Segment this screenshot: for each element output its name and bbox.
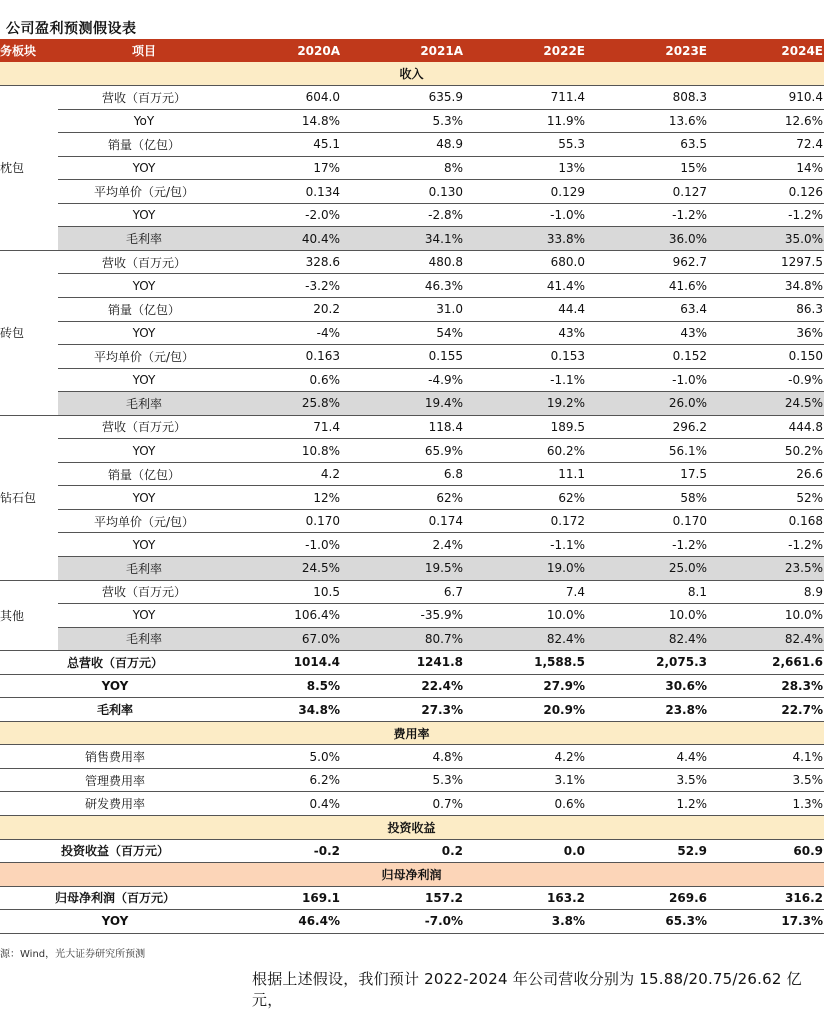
value-cell: 11.1 (464, 462, 586, 486)
table-row (0, 651, 824, 675)
row-label: YOY (0, 674, 231, 698)
value-cell: 680.0 (464, 250, 586, 274)
row-label: 毛利率 (58, 392, 231, 416)
value-cell: 106.4% (231, 604, 341, 628)
value-cell: 22.7% (708, 698, 824, 722)
row-label: 毛利率 (58, 227, 231, 251)
value-cell: 10.8% (231, 439, 341, 463)
row-label: 毛利率 (58, 627, 231, 651)
table-row (0, 556, 824, 580)
value-cell: 4.4% (586, 745, 708, 769)
segment-name: 砖包 (0, 250, 58, 415)
value-cell: 0.7% (341, 792, 464, 816)
value-cell: -3.2% (231, 274, 341, 298)
value-cell: 62% (341, 486, 464, 510)
value-cell: 0.150 (708, 345, 824, 369)
header-segment: 务板块 (0, 39, 58, 62)
value-cell: -0.2 (231, 839, 341, 863)
value-cell: 1.3% (708, 792, 824, 816)
value-cell: 20.9% (464, 698, 586, 722)
value-cell: 54% (341, 321, 464, 345)
value-cell: 43% (464, 321, 586, 345)
value-cell: 56.1% (586, 439, 708, 463)
table-row (0, 250, 824, 274)
section-row-net-profit (0, 863, 824, 887)
value-cell: 1297.5 (708, 250, 824, 274)
value-cell: -1.2% (586, 533, 708, 557)
row-label: 毛利率 (58, 556, 231, 580)
row-label: 营收（百万元） (58, 580, 231, 604)
value-cell: 2,661.6 (708, 651, 824, 675)
value-cell: 480.8 (341, 250, 464, 274)
value-cell: 12.6% (708, 109, 824, 133)
value-cell: 0.170 (586, 509, 708, 533)
value-cell: 711.4 (464, 86, 586, 110)
value-cell: 44.4 (464, 297, 586, 321)
table-row (0, 415, 824, 439)
value-cell: 26.6 (708, 462, 824, 486)
value-cell: 71.4 (231, 415, 341, 439)
value-cell: 17.5 (586, 462, 708, 486)
value-cell: 35.0% (708, 227, 824, 251)
table-row (0, 156, 824, 180)
value-cell: 20.2 (231, 297, 341, 321)
row-label: 投资收益（百万元） (0, 839, 231, 863)
value-cell: 6.7 (341, 580, 464, 604)
value-cell: 0.153 (464, 345, 586, 369)
value-cell: 60.2% (464, 439, 586, 463)
table-row (0, 674, 824, 698)
table-row (0, 486, 824, 510)
table-row (0, 203, 824, 227)
table-header-row (0, 39, 824, 62)
value-cell: 19.5% (341, 556, 464, 580)
value-cell: 19.0% (464, 556, 586, 580)
value-cell: 328.6 (231, 250, 341, 274)
value-cell: 0.134 (231, 180, 341, 204)
row-label: YOY (58, 368, 231, 392)
row-label: 毛利率 (0, 698, 231, 722)
value-cell: 65.3% (586, 910, 708, 934)
value-cell: 169.1 (231, 886, 341, 910)
value-cell: 4.1% (708, 745, 824, 769)
row-label: YOY (58, 533, 231, 557)
value-cell: 0.174 (341, 509, 464, 533)
table-row (0, 533, 824, 557)
row-label: YOY (58, 321, 231, 345)
table-row (0, 227, 824, 251)
segment-name: 其他 (0, 580, 58, 651)
value-cell: 635.9 (341, 86, 464, 110)
value-cell: -1.2% (708, 203, 824, 227)
value-cell: 15% (586, 156, 708, 180)
row-label: 平均单价（元/包） (58, 345, 231, 369)
value-cell: 5.3% (341, 109, 464, 133)
value-cell: 63.4 (586, 297, 708, 321)
row-label: 销量（亿包） (58, 297, 231, 321)
segment-name: 枕包 (0, 86, 58, 251)
value-cell: 316.2 (708, 886, 824, 910)
value-cell: -2.0% (231, 203, 341, 227)
table-row (0, 345, 824, 369)
value-cell: 8.5% (231, 674, 341, 698)
value-cell: 0.2 (341, 839, 464, 863)
value-cell: 33.8% (464, 227, 586, 251)
value-cell: 12% (231, 486, 341, 510)
row-label: 营收（百万元） (58, 415, 231, 439)
value-cell: 65.9% (341, 439, 464, 463)
value-cell: 2,075.3 (586, 651, 708, 675)
value-cell: 269.6 (586, 886, 708, 910)
value-cell: 118.4 (341, 415, 464, 439)
table-row (0, 109, 824, 133)
value-cell: 157.2 (341, 886, 464, 910)
value-cell: 1241.8 (341, 651, 464, 675)
value-cell: 0.152 (586, 345, 708, 369)
value-cell: 48.9 (341, 133, 464, 157)
value-cell: 55.3 (464, 133, 586, 157)
value-cell: 34.8% (231, 698, 341, 722)
header-item: 项目 (58, 39, 231, 62)
header-year: 2020A (231, 39, 341, 62)
header-year: 2021A (341, 39, 464, 62)
value-cell: 4.8% (341, 745, 464, 769)
body-paragraph: 根据上述假设，我们预计 2022-2024 年公司营收分别为 15.88/20.75/26.62 亿元， (252, 970, 802, 1009)
value-cell: 0.172 (464, 509, 586, 533)
value-cell: 25.8% (231, 392, 341, 416)
header-year: 2023E (586, 39, 708, 62)
value-cell: 4.2 (231, 462, 341, 486)
value-cell: 30.6% (586, 674, 708, 698)
table-row (0, 698, 824, 722)
section-heading: 归母净利润 (0, 863, 824, 887)
value-cell: -2.8% (341, 203, 464, 227)
value-cell: 62% (464, 486, 586, 510)
row-label: YOY (58, 274, 231, 298)
table-title: 公司盈利预测假设表 (6, 21, 137, 37)
value-cell: 0.170 (231, 509, 341, 533)
table-row (0, 274, 824, 298)
value-cell: 3.5% (708, 768, 824, 792)
value-cell: 72.4 (708, 133, 824, 157)
section-row-expense (0, 721, 824, 745)
value-cell: 41.4% (464, 274, 586, 298)
row-label: 管理费用率 (0, 768, 231, 792)
value-cell: -1.0% (586, 368, 708, 392)
value-cell: 14.8% (231, 109, 341, 133)
value-cell: 444.8 (708, 415, 824, 439)
forecast-table (0, 39, 824, 934)
value-cell: 6.2% (231, 768, 341, 792)
value-cell: 3.1% (464, 768, 586, 792)
row-label: YOY (0, 910, 231, 934)
row-label: 归母净利润（百万元） (0, 886, 231, 910)
value-cell: 27.3% (341, 698, 464, 722)
value-cell: 0.6% (231, 368, 341, 392)
section-row-revenue (0, 62, 824, 86)
value-cell: 808.3 (586, 86, 708, 110)
row-label: YoY (58, 109, 231, 133)
value-cell: 6.8 (341, 462, 464, 486)
value-cell: -7.0% (341, 910, 464, 934)
row-label: YOY (58, 156, 231, 180)
row-label: YOY (58, 203, 231, 227)
value-cell: 0.0 (464, 839, 586, 863)
section-heading: 费用率 (0, 721, 824, 745)
row-label: YOY (58, 439, 231, 463)
value-cell: 2.4% (341, 533, 464, 557)
value-cell: -4% (231, 321, 341, 345)
table-row (0, 297, 824, 321)
value-cell: 0.6% (464, 792, 586, 816)
value-cell: 50.2% (708, 439, 824, 463)
row-label: 销量（亿包） (58, 133, 231, 157)
value-cell: 1,588.5 (464, 651, 586, 675)
value-cell: 60.9 (708, 839, 824, 863)
segment-name: 钻石包 (0, 415, 58, 580)
table-row (0, 439, 824, 463)
table-row (0, 745, 824, 769)
value-cell: 63.5 (586, 133, 708, 157)
value-cell: 10.0% (464, 604, 586, 628)
section-row-investment (0, 816, 824, 840)
table-row (0, 180, 824, 204)
value-cell: 3.5% (586, 768, 708, 792)
value-cell: 7.4 (464, 580, 586, 604)
table-row (0, 509, 824, 533)
table-row (0, 910, 824, 934)
value-cell: 0.4% (231, 792, 341, 816)
value-cell: 14% (708, 156, 824, 180)
value-cell: 0.163 (231, 345, 341, 369)
value-cell: 45.1 (231, 133, 341, 157)
value-cell: 58% (586, 486, 708, 510)
value-cell: 23.5% (708, 556, 824, 580)
value-cell: 82.4% (464, 627, 586, 651)
table-row (0, 392, 824, 416)
value-cell: 40.4% (231, 227, 341, 251)
value-cell: 46.3% (341, 274, 464, 298)
value-cell: -35.9% (341, 604, 464, 628)
value-cell: 10.5 (231, 580, 341, 604)
header-year: 2024E (708, 39, 824, 62)
value-cell: 46.4% (231, 910, 341, 934)
row-label: 销量（亿包） (58, 462, 231, 486)
value-cell: 34.8% (708, 274, 824, 298)
value-cell: 10.0% (708, 604, 824, 628)
value-cell: 4.2% (464, 745, 586, 769)
value-cell: 22.4% (341, 674, 464, 698)
row-label: 研发费用率 (0, 792, 231, 816)
row-label: 平均单价（元/包） (58, 180, 231, 204)
value-cell: 189.5 (464, 415, 586, 439)
value-cell: -1.2% (586, 203, 708, 227)
value-cell: 13.6% (586, 109, 708, 133)
value-cell: -4.9% (341, 368, 464, 392)
table-row (0, 580, 824, 604)
value-cell: 8.9 (708, 580, 824, 604)
row-label: YOY (58, 604, 231, 628)
value-cell: 13% (464, 156, 586, 180)
value-cell: 0.168 (708, 509, 824, 533)
value-cell: 1014.4 (231, 651, 341, 675)
value-cell: 8.1 (586, 580, 708, 604)
row-label: 销售费用率 (0, 745, 231, 769)
value-cell: 5.3% (341, 768, 464, 792)
row-label: YOY (58, 486, 231, 510)
value-cell: 17% (231, 156, 341, 180)
value-cell: 26.0% (586, 392, 708, 416)
value-cell: 10.0% (586, 604, 708, 628)
value-cell: 25.0% (586, 556, 708, 580)
table-row (0, 133, 824, 157)
row-label: 总营收（百万元） (0, 651, 231, 675)
table-row (0, 86, 824, 110)
value-cell: 163.2 (464, 886, 586, 910)
value-cell: 19.4% (341, 392, 464, 416)
table-row (0, 839, 824, 863)
table-row (0, 604, 824, 628)
section-heading: 投资收益 (0, 816, 824, 840)
value-cell: 86.3 (708, 297, 824, 321)
value-cell: 43% (586, 321, 708, 345)
table-row (0, 627, 824, 651)
value-cell: 8% (341, 156, 464, 180)
value-cell: 962.7 (586, 250, 708, 274)
value-cell: 3.8% (464, 910, 586, 934)
value-cell: -1.0% (464, 203, 586, 227)
table-row (0, 368, 824, 392)
header-year: 2022E (464, 39, 586, 62)
value-cell: 36% (708, 321, 824, 345)
value-cell: 23.8% (586, 698, 708, 722)
value-cell: 67.0% (231, 627, 341, 651)
value-cell: 52.9 (586, 839, 708, 863)
value-cell: 0.155 (341, 345, 464, 369)
value-cell: 0.129 (464, 180, 586, 204)
value-cell: 0.127 (586, 180, 708, 204)
value-cell: 5.0% (231, 745, 341, 769)
value-cell: -1.1% (464, 368, 586, 392)
value-cell: 52% (708, 486, 824, 510)
value-cell: 27.9% (464, 674, 586, 698)
value-cell: 1.2% (586, 792, 708, 816)
value-cell: -1.1% (464, 533, 586, 557)
value-cell: 19.2% (464, 392, 586, 416)
value-cell: -0.9% (708, 368, 824, 392)
value-cell: 11.9% (464, 109, 586, 133)
value-cell: 31.0 (341, 297, 464, 321)
value-cell: 0.126 (708, 180, 824, 204)
table-row (0, 768, 824, 792)
row-label: 平均单价（元/包） (58, 509, 231, 533)
table-row (0, 792, 824, 816)
value-cell: 604.0 (231, 86, 341, 110)
table-row (0, 886, 824, 910)
value-cell: 80.7% (341, 627, 464, 651)
value-cell: 17.3% (708, 910, 824, 934)
section-heading: 收入 (0, 62, 824, 86)
value-cell: 910.4 (708, 86, 824, 110)
value-cell: 36.0% (586, 227, 708, 251)
value-cell: 24.5% (231, 556, 341, 580)
value-cell: 34.1% (341, 227, 464, 251)
value-cell: 82.4% (586, 627, 708, 651)
value-cell: -1.0% (231, 533, 341, 557)
source-note: 源：Wind，光大证券研究所预测 (0, 949, 146, 960)
value-cell: 0.130 (341, 180, 464, 204)
row-label: 营收（百万元） (58, 250, 231, 274)
table-row (0, 321, 824, 345)
value-cell: 24.5% (708, 392, 824, 416)
value-cell: 82.4% (708, 627, 824, 651)
value-cell: 296.2 (586, 415, 708, 439)
value-cell: -1.2% (708, 533, 824, 557)
value-cell: 28.3% (708, 674, 824, 698)
value-cell: 41.6% (586, 274, 708, 298)
table-row (0, 462, 824, 486)
row-label: 营收（百万元） (58, 86, 231, 110)
